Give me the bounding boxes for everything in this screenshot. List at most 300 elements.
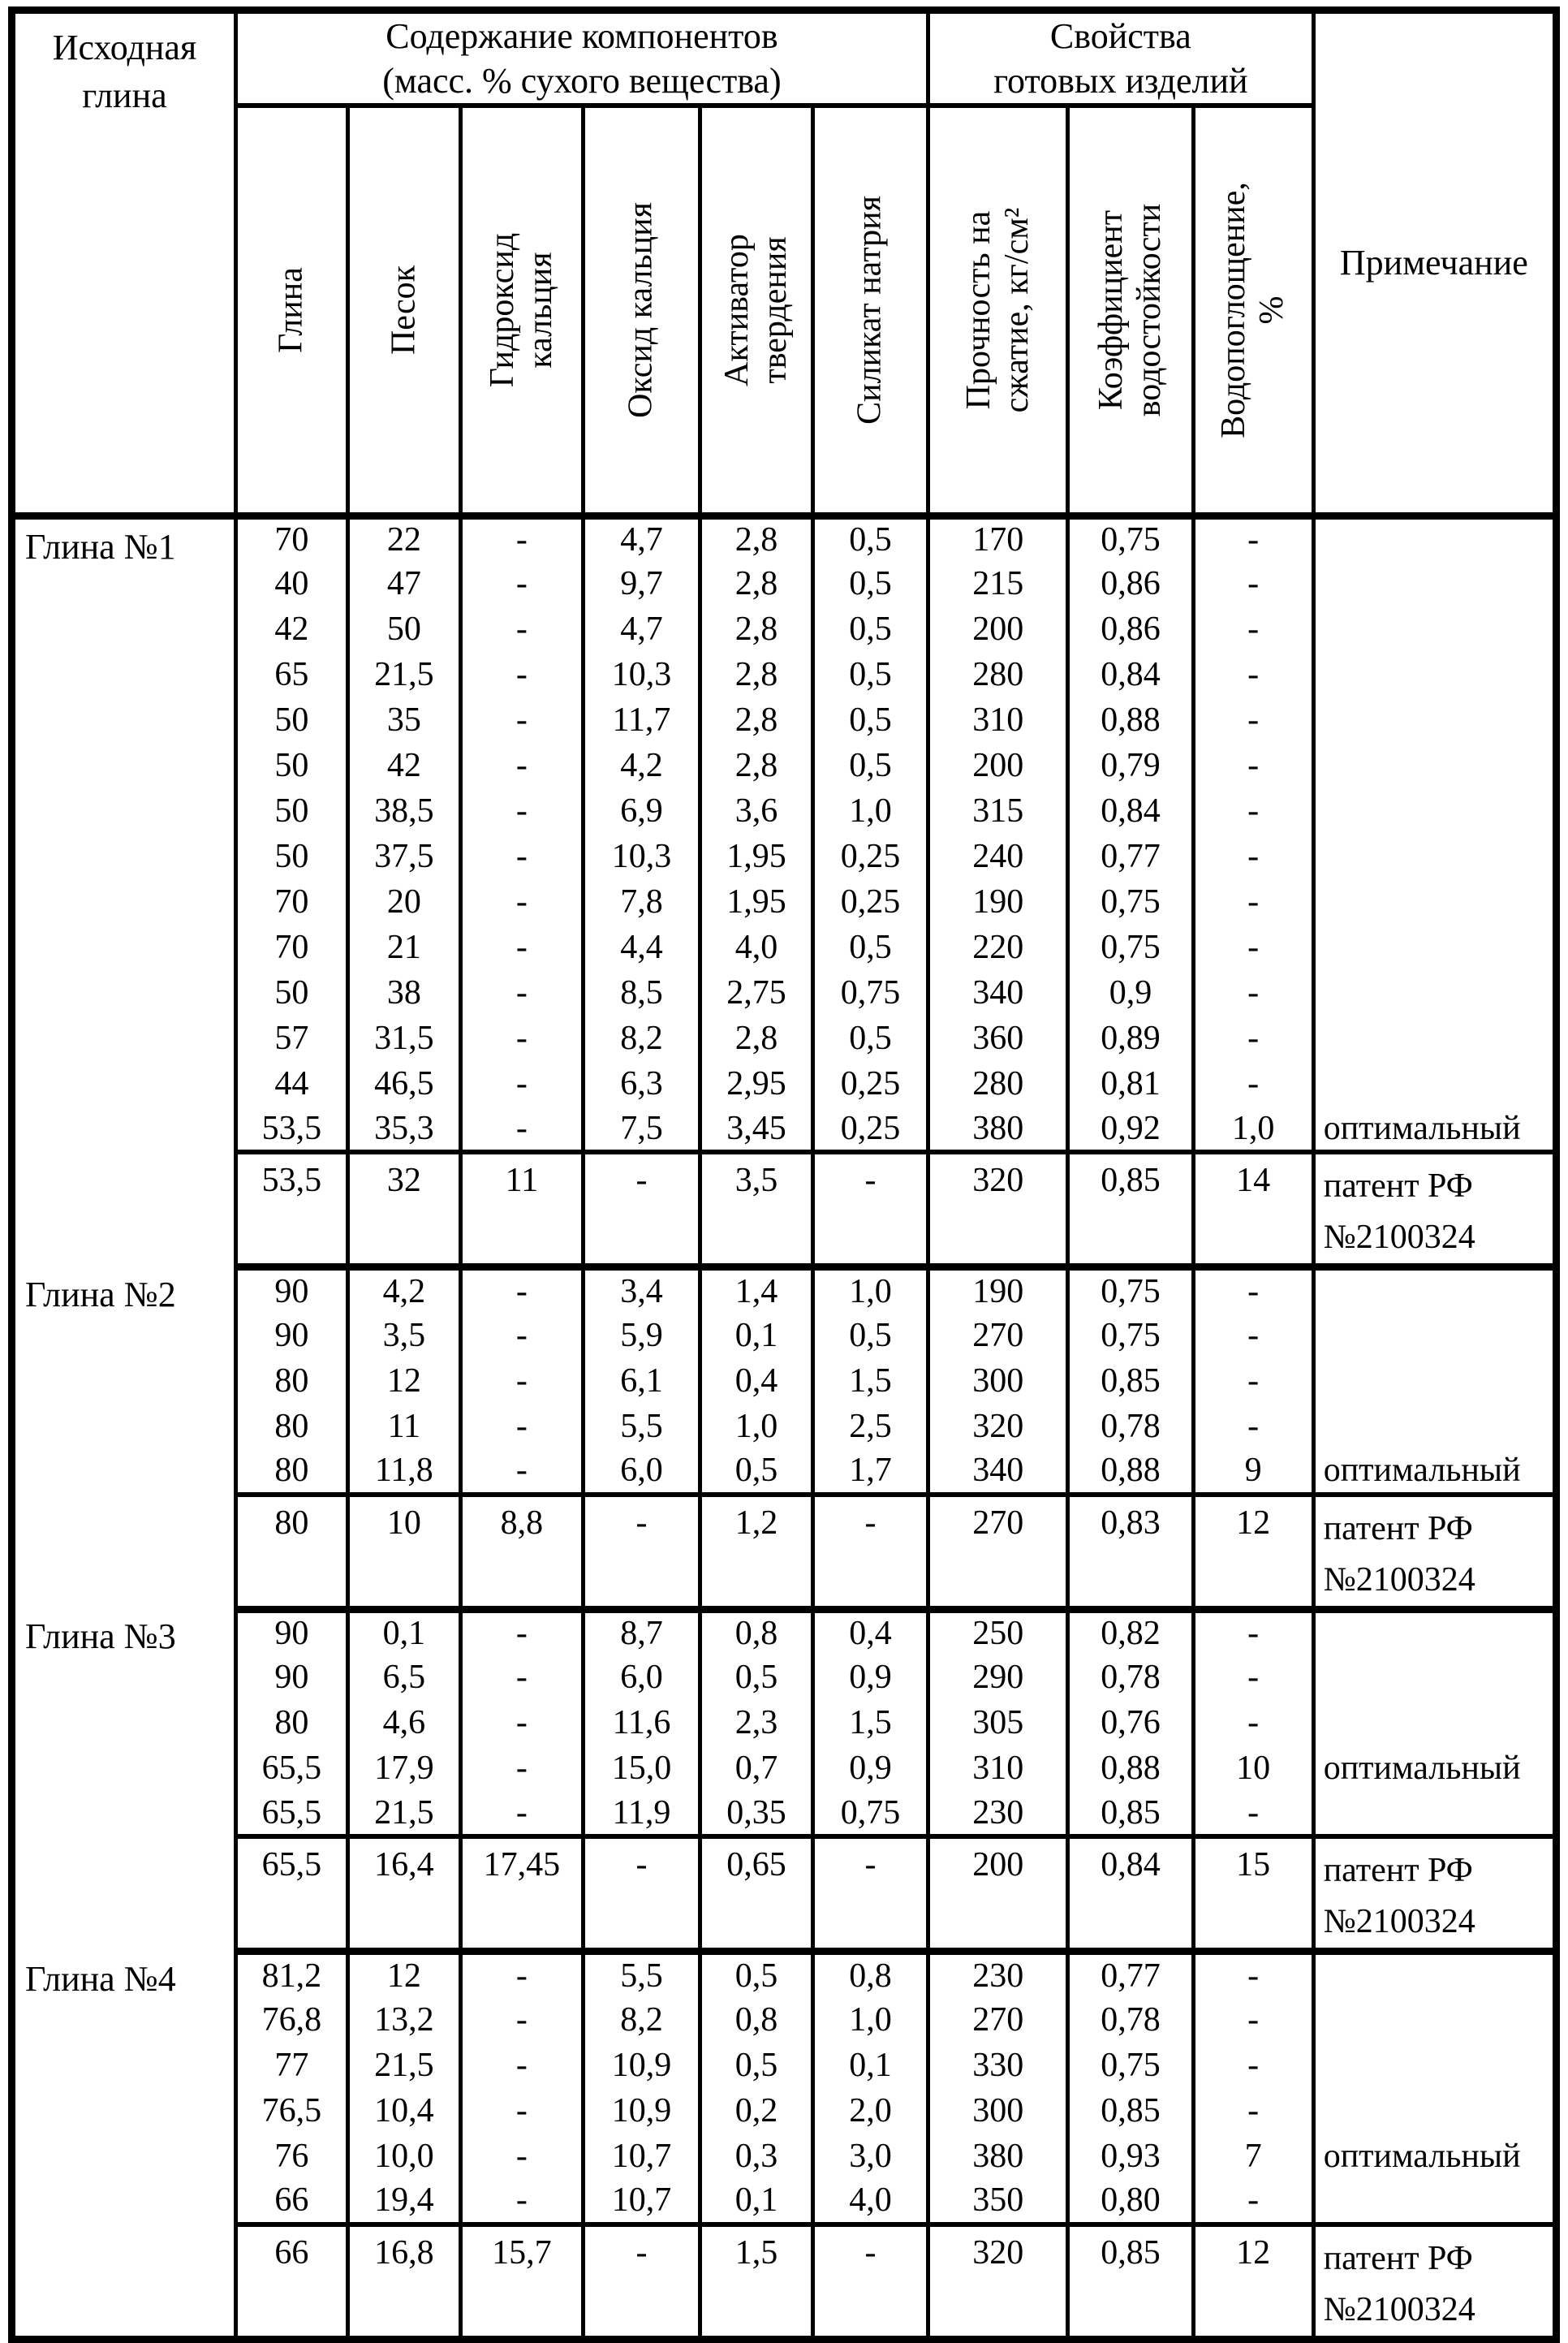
- value-cell: -: [460, 1107, 583, 1152]
- value-cell: 6,0: [583, 1655, 700, 1700]
- note-cell: [1313, 743, 1556, 788]
- value-cell: 0,9: [1068, 970, 1193, 1016]
- value-cell: 330: [928, 2043, 1067, 2088]
- value-cell: -: [1193, 1952, 1313, 1997]
- value-cell: 220: [928, 925, 1067, 970]
- value-cell: 10: [1193, 1745, 1313, 1791]
- data-row: [12, 1997, 1557, 2043]
- patent-row: [12, 1836, 1557, 1952]
- value-cell: 0,75: [1068, 1313, 1193, 1358]
- value-cell: 66: [235, 2179, 347, 2224]
- header-col-sodium-silicate: [812, 106, 928, 516]
- value-cell: 0,85: [1068, 1358, 1193, 1404]
- value-cell: 0,77: [1068, 1952, 1193, 1997]
- value-cell: 0,75: [812, 1791, 928, 1836]
- value-cell: -: [460, 925, 583, 970]
- data-row: [12, 1107, 1557, 1152]
- value-cell: 240: [928, 834, 1067, 879]
- value-cell: -: [460, 1609, 583, 1655]
- value-cell: -: [460, 2088, 583, 2134]
- value-cell: 230: [928, 1952, 1067, 1997]
- value-cell: 0,76: [1068, 1700, 1193, 1745]
- value-cell: 0,84: [1068, 788, 1193, 834]
- patent-row: [12, 1495, 1557, 1610]
- value-cell: 38,5: [347, 788, 460, 834]
- value-cell: 190: [928, 1267, 1067, 1313]
- value-cell: 230: [928, 1791, 1067, 1836]
- value-cell: -: [460, 1313, 583, 1358]
- value-cell: 0,25: [812, 1061, 928, 1107]
- patent-value-cell: 12: [1193, 2224, 1313, 2340]
- value-cell: 0,4: [700, 1358, 812, 1404]
- value-cell: 0,5: [700, 2043, 812, 2088]
- patent-value-cell: 16,8: [347, 2224, 460, 2340]
- data-row: [12, 1791, 1557, 1836]
- value-cell: 0,5: [812, 697, 928, 743]
- note-cell: [1313, 516, 1556, 561]
- value-cell: -: [460, 1655, 583, 1700]
- header-col-sand-label: Песок: [385, 265, 423, 355]
- header-col-water-absorption-label: Водопоглощение, %: [1215, 181, 1291, 438]
- header-col-hardening-activator: [700, 106, 812, 516]
- header-col-clay: [235, 106, 347, 516]
- value-cell: 7,8: [583, 879, 700, 925]
- data-row: [12, 1404, 1557, 1449]
- value-cell: 0,25: [812, 1107, 928, 1152]
- value-cell: 1,0: [812, 1997, 928, 2043]
- value-cell: 0,80: [1068, 2179, 1193, 2224]
- patent-value-cell: 17,45: [460, 1836, 583, 1952]
- value-cell: 21,5: [347, 1791, 460, 1836]
- patent-value-cell: 12: [1193, 1495, 1313, 1610]
- value-cell: 0,35: [700, 1791, 812, 1836]
- value-cell: 0,75: [1068, 879, 1193, 925]
- value-cell: 290: [928, 1655, 1067, 1700]
- value-cell: 42: [347, 743, 460, 788]
- value-cell: 6,3: [583, 1061, 700, 1107]
- value-cell: 17,9: [347, 1745, 460, 1791]
- value-cell: 21,5: [347, 652, 460, 697]
- value-cell: 15,0: [583, 1745, 700, 1791]
- value-cell: 50: [235, 788, 347, 834]
- value-cell: 215: [928, 561, 1067, 606]
- patent-value-cell: 320: [928, 2224, 1067, 2340]
- value-cell: 4,2: [583, 743, 700, 788]
- patent-value-cell: 320: [928, 1152, 1067, 1267]
- clay-name: Глина №4: [12, 1952, 236, 2340]
- value-cell: 0,78: [1068, 1404, 1193, 1449]
- value-cell: 250: [928, 1609, 1067, 1655]
- value-cell: -: [460, 1404, 583, 1449]
- value-cell: 0,92: [1068, 1107, 1193, 1152]
- value-cell: 0,88: [1068, 1745, 1193, 1791]
- value-cell: 0,9: [812, 1745, 928, 1791]
- data-row: [12, 516, 1557, 561]
- value-cell: -: [460, 2134, 583, 2179]
- value-cell: 38: [347, 970, 460, 1016]
- patent-value-cell: 1,2: [700, 1495, 812, 1610]
- value-cell: 0,5: [812, 652, 928, 697]
- header-col-water-resistance-coeff: [1068, 106, 1193, 516]
- patent-value-cell: -: [812, 1495, 928, 1610]
- note-cell: [1313, 561, 1556, 606]
- value-cell: 1,95: [700, 879, 812, 925]
- value-cell: -: [1193, 1997, 1313, 2043]
- value-cell: -: [1193, 879, 1313, 925]
- patent-value-cell: 53,5: [235, 1152, 347, 1267]
- patent-value-cell: -: [812, 1152, 928, 1267]
- value-cell: 280: [928, 1061, 1067, 1107]
- value-cell: 300: [928, 2088, 1067, 2134]
- value-cell: 0,1: [700, 1313, 812, 1358]
- data-row: [12, 1016, 1557, 1061]
- value-cell: 0,89: [1068, 1016, 1193, 1061]
- value-cell: 4,7: [583, 606, 700, 652]
- value-cell: -: [1193, 606, 1313, 652]
- value-cell: 0,86: [1068, 606, 1193, 652]
- note-cell: оптимальный: [1313, 1107, 1556, 1152]
- value-cell: 270: [928, 1997, 1067, 2043]
- header-note: Примечание: [1313, 11, 1556, 516]
- header-group-components: Содержание компонентов (масс. % сухого вещества): [235, 11, 928, 106]
- value-cell: 76,8: [235, 1997, 347, 2043]
- header-initial-clay: Исходная глина: [12, 11, 236, 516]
- value-cell: -: [1193, 516, 1313, 561]
- patent-note-cell: патент РФ №2100324: [1313, 1836, 1556, 1952]
- value-cell: 0,85: [1068, 2088, 1193, 2134]
- value-cell: 0,75: [812, 970, 928, 1016]
- value-cell: -: [460, 516, 583, 561]
- value-cell: 76,5: [235, 2088, 347, 2134]
- data-row: [12, 925, 1557, 970]
- data-row: [12, 1061, 1557, 1107]
- value-cell: -: [1193, 925, 1313, 970]
- patent-row: [12, 2224, 1557, 2340]
- header-col-calcium-oxide-label: Оксид кальция: [622, 201, 660, 418]
- patent-value-cell: 16,4: [347, 1836, 460, 1952]
- value-cell: 11,6: [583, 1700, 700, 1745]
- header-col-calcium-hydroxide: [460, 106, 583, 516]
- table-sheet: [8, 6, 1560, 2343]
- value-cell: 310: [928, 697, 1067, 743]
- patent-value-cell: -: [812, 2224, 928, 2340]
- patent-value-cell: 0,85: [1068, 1152, 1193, 1267]
- value-cell: 3,6: [700, 788, 812, 834]
- value-cell: 4,4: [583, 925, 700, 970]
- data-row: [12, 970, 1557, 1016]
- data-row: [12, 1609, 1557, 1655]
- value-cell: 2,8: [700, 697, 812, 743]
- value-cell: 35: [347, 697, 460, 743]
- value-cell: 5,5: [583, 1952, 700, 1997]
- value-cell: 13,2: [347, 1997, 460, 2043]
- value-cell: -: [460, 2179, 583, 2224]
- value-cell: 65: [235, 652, 347, 697]
- value-cell: 11,8: [347, 1449, 460, 1495]
- value-cell: 0,9: [812, 1655, 928, 1700]
- value-cell: 10,7: [583, 2134, 700, 2179]
- value-cell: 0,5: [700, 1449, 812, 1495]
- value-cell: 80: [235, 1700, 347, 1745]
- patent-value-cell: 15,7: [460, 2224, 583, 2340]
- value-cell: 280: [928, 652, 1067, 697]
- patent-value-cell: 8,8: [460, 1495, 583, 1610]
- note-cell: [1313, 2043, 1556, 2088]
- value-cell: 12: [347, 1952, 460, 1997]
- value-cell: 340: [928, 970, 1067, 1016]
- patent-note-cell: патент РФ №2100324: [1313, 1495, 1556, 1610]
- patent-note-cell: патент РФ №2100324: [1313, 1152, 1556, 1267]
- value-cell: 65,5: [235, 1745, 347, 1791]
- value-cell: 3,0: [812, 2134, 928, 2179]
- value-cell: 0,75: [1068, 1267, 1193, 1313]
- value-cell: 11,9: [583, 1791, 700, 1836]
- value-cell: 0,75: [1068, 2043, 1193, 2088]
- value-cell: 7: [1193, 2134, 1313, 2179]
- value-cell: 315: [928, 788, 1067, 834]
- value-cell: 50: [235, 743, 347, 788]
- value-cell: 3,4: [583, 1267, 700, 1313]
- value-cell: 340: [928, 1449, 1067, 1495]
- note-cell: оптимальный: [1313, 1745, 1556, 1791]
- value-cell: 90: [235, 1609, 347, 1655]
- value-cell: -: [1193, 1358, 1313, 1404]
- note-cell: [1313, 1791, 1556, 1836]
- value-cell: 10,3: [583, 652, 700, 697]
- note-cell: [1313, 2179, 1556, 2224]
- data-row: [12, 561, 1557, 606]
- value-cell: -: [1193, 1313, 1313, 1358]
- patent-value-cell: -: [812, 1836, 928, 1952]
- value-cell: -: [1193, 1061, 1313, 1107]
- clay-compositions-table: [8, 6, 1560, 2343]
- value-cell: 0,93: [1068, 2134, 1193, 2179]
- header-col-clay-label: Глина: [272, 266, 310, 353]
- value-cell: 57: [235, 1016, 347, 1061]
- value-cell: 2,0: [812, 2088, 928, 2134]
- note-cell: [1313, 2088, 1556, 2134]
- note-cell: [1313, 1404, 1556, 1449]
- value-cell: -: [460, 697, 583, 743]
- value-cell: 10,9: [583, 2043, 700, 2088]
- value-cell: -: [1193, 1016, 1313, 1061]
- patent-value-cell: -: [583, 1836, 700, 1952]
- data-row: [12, 652, 1557, 697]
- value-cell: 0,88: [1068, 1449, 1193, 1495]
- value-cell: 12: [347, 1358, 460, 1404]
- value-cell: 1,5: [812, 1358, 928, 1404]
- value-cell: 0,82: [1068, 1609, 1193, 1655]
- data-row: [12, 1449, 1557, 1495]
- value-cell: 2,5: [812, 1404, 928, 1449]
- value-cell: 5,9: [583, 1313, 700, 1358]
- value-cell: 0,7: [700, 1745, 812, 1791]
- patent-value-cell: 0,85: [1068, 2224, 1193, 2340]
- patent-value-cell: -: [583, 2224, 700, 2340]
- value-cell: 90: [235, 1655, 347, 1700]
- value-cell: 305: [928, 1700, 1067, 1745]
- clay-name: Глина №1: [12, 516, 236, 1267]
- value-cell: -: [460, 1358, 583, 1404]
- value-cell: -: [1193, 2088, 1313, 2134]
- data-row: [12, 2179, 1557, 2224]
- value-cell: 0,5: [812, 1313, 928, 1358]
- value-cell: 19,4: [347, 2179, 460, 2224]
- patent-value-cell: 270: [928, 1495, 1067, 1610]
- value-cell: 4,6: [347, 1700, 460, 1745]
- value-cell: 0,8: [700, 1609, 812, 1655]
- value-cell: 6,9: [583, 788, 700, 834]
- value-cell: -: [1193, 743, 1313, 788]
- patent-value-cell: 65,5: [235, 1836, 347, 1952]
- value-cell: 21: [347, 925, 460, 970]
- value-cell: 42: [235, 606, 347, 652]
- patent-value-cell: 66: [235, 2224, 347, 2340]
- value-cell: 2,3: [700, 1700, 812, 1745]
- value-cell: 8,7: [583, 1609, 700, 1655]
- value-cell: 0,84: [1068, 652, 1193, 697]
- note-cell: [1313, 1952, 1556, 1997]
- value-cell: 80: [235, 1358, 347, 1404]
- table-header: [12, 11, 1557, 516]
- value-cell: 77: [235, 2043, 347, 2088]
- value-cell: 10,7: [583, 2179, 700, 2224]
- value-cell: 10,0: [347, 2134, 460, 2179]
- patent-value-cell: 200: [928, 1836, 1067, 1952]
- note-cell: [1313, 788, 1556, 834]
- value-cell: 11,7: [583, 697, 700, 743]
- note-cell: [1313, 1655, 1556, 1700]
- value-cell: 70: [235, 516, 347, 561]
- patent-row: [12, 1152, 1557, 1267]
- value-cell: 47: [347, 561, 460, 606]
- value-cell: 1,4: [700, 1267, 812, 1313]
- value-cell: -: [1193, 1655, 1313, 1700]
- value-cell: -: [460, 606, 583, 652]
- value-cell: 1,0: [812, 1267, 928, 1313]
- data-row: [12, 2134, 1557, 2179]
- value-cell: 50: [235, 697, 347, 743]
- value-cell: -: [460, 879, 583, 925]
- data-row: [12, 1700, 1557, 1745]
- value-cell: 1,7: [812, 1449, 928, 1495]
- note-cell: [1313, 970, 1556, 1016]
- value-cell: -: [1193, 561, 1313, 606]
- value-cell: 0,1: [812, 2043, 928, 2088]
- value-cell: 2,8: [700, 606, 812, 652]
- value-cell: 76: [235, 2134, 347, 2179]
- value-cell: 0,77: [1068, 834, 1193, 879]
- value-cell: 7,5: [583, 1107, 700, 1152]
- data-row: [12, 879, 1557, 925]
- value-cell: -: [1193, 697, 1313, 743]
- value-cell: 65,5: [235, 1791, 347, 1836]
- note-cell: оптимальный: [1313, 1449, 1556, 1495]
- value-cell: -: [460, 1061, 583, 1107]
- value-cell: -: [1193, 1700, 1313, 1745]
- note-cell: [1313, 1997, 1556, 2043]
- value-cell: 200: [928, 743, 1067, 788]
- value-cell: 0,79: [1068, 743, 1193, 788]
- note-cell: [1313, 652, 1556, 697]
- value-cell: 20: [347, 879, 460, 925]
- value-cell: 0,75: [1068, 516, 1193, 561]
- value-cell: -: [1193, 788, 1313, 834]
- value-cell: -: [1193, 834, 1313, 879]
- value-cell: 0,2: [700, 2088, 812, 2134]
- data-row: [12, 606, 1557, 652]
- header-col-sand: [347, 106, 460, 516]
- value-cell: 22: [347, 516, 460, 561]
- patent-value-cell: 15: [1193, 1836, 1313, 1952]
- value-cell: 310: [928, 1745, 1067, 1791]
- value-cell: -: [460, 788, 583, 834]
- note-cell: [1313, 1358, 1556, 1404]
- header-col-calcium-hydroxide-label: Гидроксид кальция: [483, 232, 559, 387]
- value-cell: 200: [928, 606, 1067, 652]
- note-cell: [1313, 606, 1556, 652]
- value-cell: -: [460, 1016, 583, 1061]
- value-cell: -: [1193, 2043, 1313, 2088]
- value-cell: -: [460, 1952, 583, 1997]
- value-cell: -: [1193, 1404, 1313, 1449]
- value-cell: 0,1: [347, 1609, 460, 1655]
- patent-value-cell: 0,83: [1068, 1495, 1193, 1610]
- value-cell: 4,0: [700, 925, 812, 970]
- value-cell: -: [1193, 2179, 1313, 2224]
- value-cell: 2,8: [700, 1016, 812, 1061]
- value-cell: 8,2: [583, 1997, 700, 2043]
- value-cell: 0,25: [812, 834, 928, 879]
- value-cell: 360: [928, 1016, 1067, 1061]
- value-cell: 190: [928, 879, 1067, 925]
- data-row: [12, 1267, 1557, 1313]
- value-cell: -: [460, 1700, 583, 1745]
- data-row: [12, 788, 1557, 834]
- header-group-properties: Свойства готовых изделий: [928, 11, 1313, 106]
- patent-value-cell: 32: [347, 1152, 460, 1267]
- value-cell: 70: [235, 925, 347, 970]
- data-row: [12, 697, 1557, 743]
- value-cell: -: [1193, 1791, 1313, 1836]
- value-cell: 350: [928, 2179, 1067, 2224]
- value-cell: 8,2: [583, 1016, 700, 1061]
- value-cell: 170: [928, 516, 1067, 561]
- value-cell: 0,5: [812, 743, 928, 788]
- value-cell: 2,95: [700, 1061, 812, 1107]
- data-row: [12, 1655, 1557, 1700]
- value-cell: 1,0: [1193, 1107, 1313, 1152]
- value-cell: -: [460, 834, 583, 879]
- note-cell: [1313, 697, 1556, 743]
- value-cell: 80: [235, 1449, 347, 1495]
- value-cell: 9: [1193, 1449, 1313, 1495]
- value-cell: -: [460, 1449, 583, 1495]
- value-cell: -: [460, 1745, 583, 1791]
- value-cell: 0,3: [700, 2134, 812, 2179]
- clay-name: Глина №2: [12, 1267, 236, 1610]
- value-cell: -: [460, 743, 583, 788]
- table-body: [12, 516, 1557, 2339]
- patent-value-cell: 1,5: [700, 2224, 812, 2340]
- value-cell: 81,2: [235, 1952, 347, 1997]
- value-cell: 8,5: [583, 970, 700, 1016]
- value-cell: 0,75: [1068, 925, 1193, 970]
- value-cell: 0,25: [812, 879, 928, 925]
- value-cell: 11: [347, 1404, 460, 1449]
- patent-note-cell: патент РФ №2100324: [1313, 2224, 1556, 2340]
- note-cell: [1313, 1609, 1556, 1655]
